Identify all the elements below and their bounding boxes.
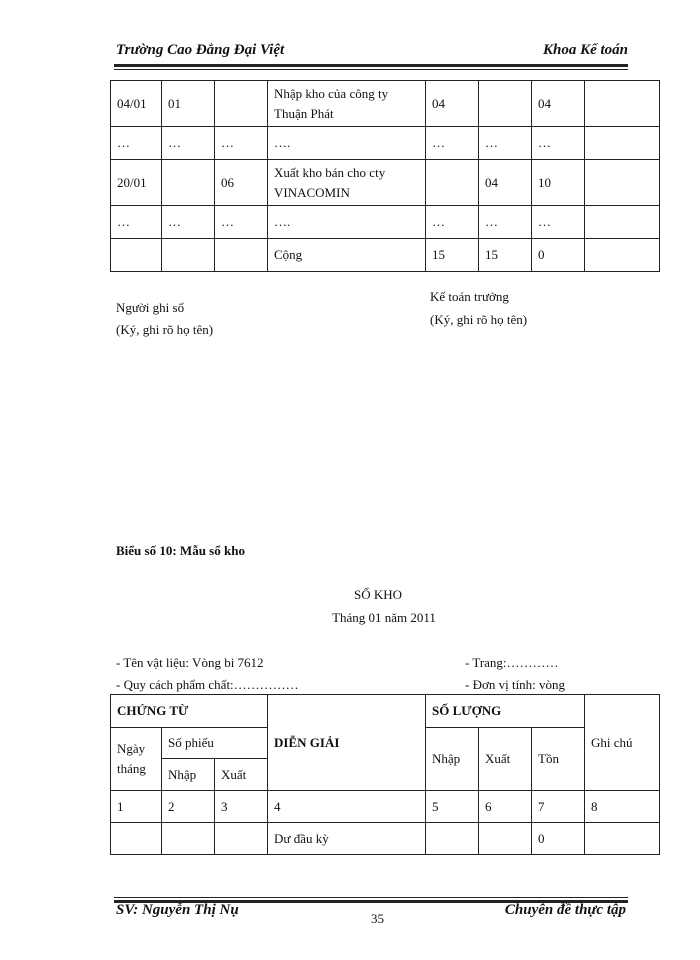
signature-right-note: (Ký, ghi rõ họ tên) xyxy=(430,312,528,327)
form-title: SỔ KHO xyxy=(353,587,403,602)
header-nhap: Nhập xyxy=(426,728,479,791)
table-cell xyxy=(111,823,162,855)
table-cell: …. xyxy=(268,127,426,160)
footer-student: SV: Nguyễn Thị Nụ xyxy=(116,902,239,918)
table-cell xyxy=(585,206,660,239)
table-row xyxy=(111,81,660,127)
header-so-phieu-xuat: Xuất xyxy=(215,759,268,791)
table-cell: … xyxy=(479,127,532,160)
table-cell xyxy=(215,239,268,272)
table-cell xyxy=(585,81,660,127)
table-cell: 04/01 xyxy=(111,81,162,127)
table-cell: 06 xyxy=(215,160,268,206)
table-cell: … xyxy=(426,127,479,160)
table-cell: … xyxy=(479,206,532,239)
table-cell xyxy=(585,160,660,206)
column-number: 7 xyxy=(532,791,585,823)
table-cell xyxy=(585,127,660,160)
table-cell: Xuất kho bán cho cty VINACOMIN xyxy=(268,160,426,206)
table-cell: 15 xyxy=(426,239,479,272)
signature-left-note: (Ký, ghi rõ họ tên) xyxy=(116,322,214,337)
table-cell xyxy=(479,823,532,855)
footer-page-number: 35 xyxy=(371,911,384,926)
table-cell xyxy=(162,823,215,855)
table-cell: …. xyxy=(268,206,426,239)
stock-ledger-table xyxy=(110,694,660,855)
signature-right-title: Kế toán trưởng xyxy=(430,289,509,304)
header-rule xyxy=(114,64,628,67)
table-row xyxy=(111,160,660,206)
header-so-phieu: Số phiếu xyxy=(162,728,268,759)
opening-balance-label: Dư đầu kỳ xyxy=(268,823,426,855)
column-number: 6 xyxy=(479,791,532,823)
footer-report: Chuyên đề thực tập xyxy=(504,902,626,918)
column-number: 4 xyxy=(268,791,426,823)
table-cell: Nhập kho của công ty Thuận Phát xyxy=(268,81,426,127)
table-cell: … xyxy=(162,206,215,239)
table-cell: … xyxy=(162,127,215,160)
table-cell xyxy=(426,823,479,855)
material-name: - Tên vật liệu: Vòng bi 7612 xyxy=(116,655,264,670)
quality-spec: - Quy cách phẩm chất:…………… xyxy=(116,677,299,692)
table-cell xyxy=(585,823,660,855)
table-cell: 20/01 xyxy=(111,160,162,206)
table-cell xyxy=(479,81,532,127)
table-cell: 01 xyxy=(162,81,215,127)
header-department: Khoa Kế toán xyxy=(542,42,628,58)
header-school: Trường Cao Đẳng Đại Việt xyxy=(116,42,285,58)
header-dien-giai: DIỄN GIẢI xyxy=(268,695,426,791)
column-number: 2 xyxy=(162,791,215,823)
table-row xyxy=(111,239,660,272)
table-cell xyxy=(215,823,268,855)
footer-rule-thin xyxy=(114,897,628,898)
table-cell: Cộng xyxy=(268,239,426,272)
table-cell: 04 xyxy=(426,81,479,127)
table-cell: … xyxy=(111,206,162,239)
table-cell: … xyxy=(215,206,268,239)
column-number: 3 xyxy=(215,791,268,823)
column-number: 5 xyxy=(426,791,479,823)
header-rule-thin xyxy=(114,69,628,70)
table-cell xyxy=(162,239,215,272)
table-cell: … xyxy=(215,127,268,160)
table-cell: … xyxy=(532,206,585,239)
table-cell xyxy=(215,81,268,127)
table-cell xyxy=(162,160,215,206)
table-cell xyxy=(585,239,660,272)
form-label: Biểu số 10: Mẫu sổ kho xyxy=(116,543,245,558)
header-xuat: Xuất xyxy=(479,728,532,791)
header-so-luong: SỐ LƯỢNG xyxy=(426,695,585,728)
signature-left-title: Người ghi sổ xyxy=(116,300,185,315)
form-period: Tháng 01 năm 2011 xyxy=(332,610,436,625)
table-cell: 0 xyxy=(532,239,585,272)
header-ghi-chu: Ghi chú xyxy=(585,695,660,791)
table-cell: 04 xyxy=(532,81,585,127)
header-ton: Tồn xyxy=(532,728,585,791)
header-so-phieu-nhap: Nhập xyxy=(162,759,215,791)
unit-of-measure: - Đơn vị tính: vòng xyxy=(465,677,566,692)
top-ledger-table xyxy=(110,80,660,272)
opening-balance-ton: 0 xyxy=(532,823,585,855)
table-row xyxy=(111,206,660,239)
table-cell: … xyxy=(532,127,585,160)
table-cell: 04 xyxy=(479,160,532,206)
table-cell: … xyxy=(111,127,162,160)
column-number: 8 xyxy=(585,791,660,823)
table-cell xyxy=(111,239,162,272)
table-row xyxy=(111,127,660,160)
header-ngay-thang: Ngày tháng xyxy=(111,728,162,791)
header-chung-tu: CHỨNG TỪ xyxy=(111,695,268,728)
page-line: - Trang:………… xyxy=(465,655,559,670)
table-cell: … xyxy=(426,206,479,239)
table-cell: 15 xyxy=(479,239,532,272)
column-number: 1 xyxy=(111,791,162,823)
table-cell: 10 xyxy=(532,160,585,206)
table-cell xyxy=(426,160,479,206)
